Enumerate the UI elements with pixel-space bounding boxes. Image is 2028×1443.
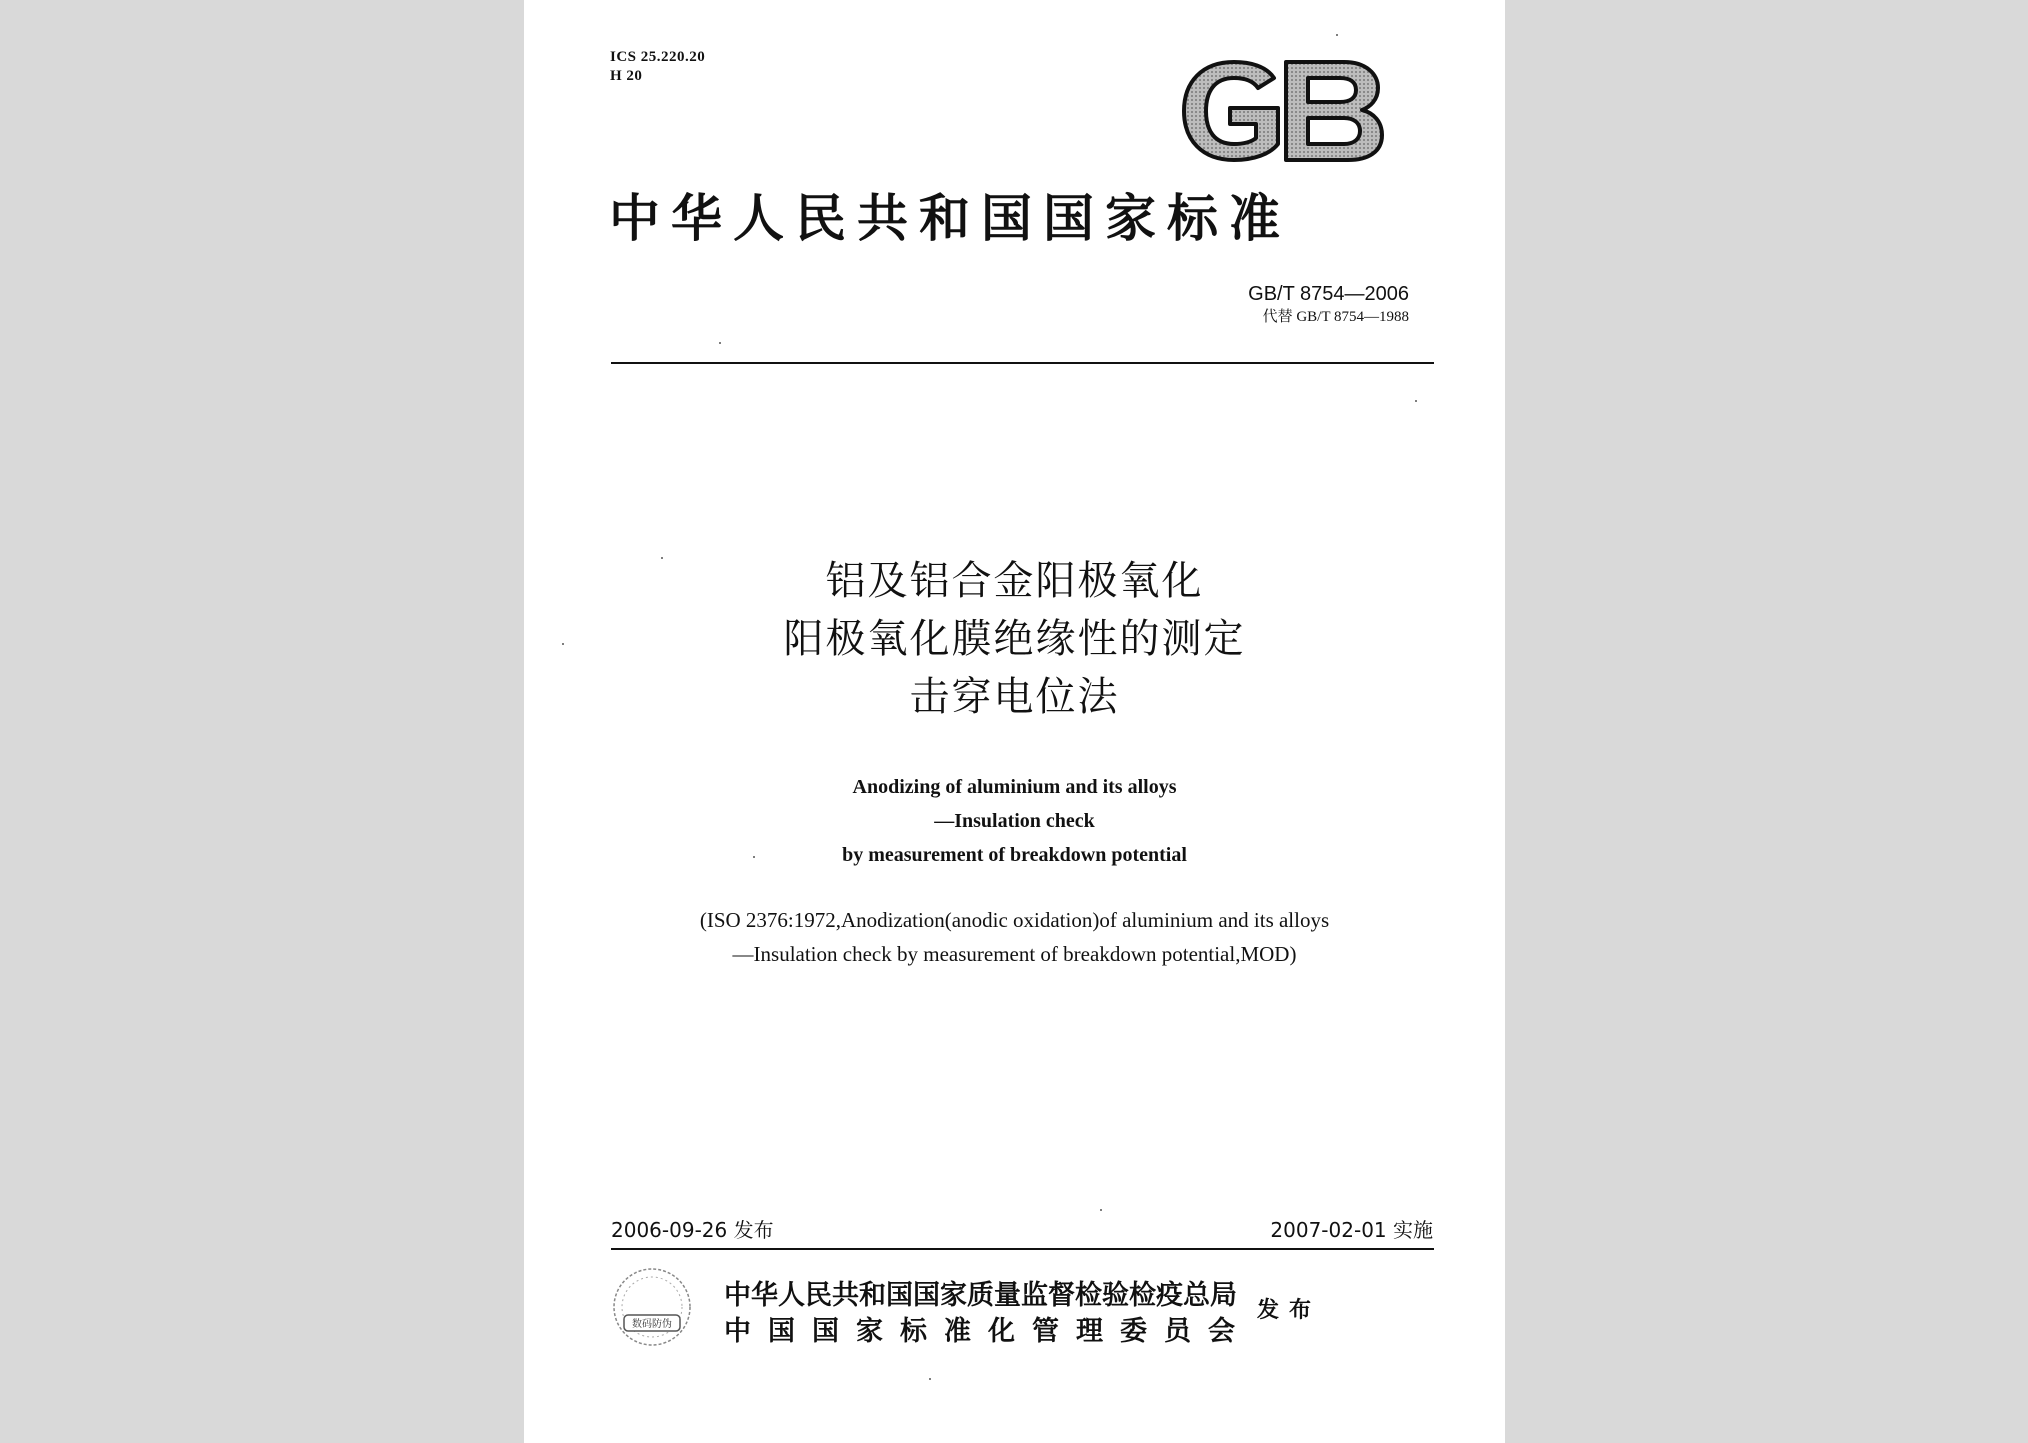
english-title-line: by measurement of breakdown potential (842, 844, 1187, 866)
scan-speck (562, 643, 564, 645)
chinese-title (524, 552, 1505, 726)
english-title (524, 770, 1505, 872)
scan-speck (1100, 1209, 1102, 1211)
english-title-line: —Insulation check (934, 810, 1095, 832)
scan-speck (753, 856, 755, 858)
scan-speck (661, 557, 663, 559)
iso-reference-line: —Insulation check by measurement of breakdown potential,MOD) (732, 942, 1297, 966)
issuer-sac: 中国国家标准化管理委员会 (724, 1316, 1252, 1347)
publish-label: 发布 (1257, 1298, 1322, 1323)
classification-codes (610, 48, 705, 86)
scan-speck (929, 1378, 931, 1380)
chinese-title-line: 击穿电位法 (909, 674, 1120, 720)
document-page (524, 0, 1505, 1443)
footer-divider (611, 1248, 1434, 1250)
gb-logo-icon (1178, 58, 1384, 164)
header-divider (611, 362, 1434, 364)
ics-code: ICS 25.220.20 (610, 49, 706, 65)
scan-speck (1415, 400, 1417, 402)
issuer-aqsiq: 中华人民共和国国家质量监督检验检疫总局 (724, 1280, 1237, 1311)
iso-reference-line: (ISO 2376:1972,Anodization(anodic oxidation)of aluminium and its alloys (699, 908, 1330, 932)
replaced-standard: 代替 GB/T 8754—1988 (1262, 309, 1409, 325)
issuing-authorities (724, 1278, 1252, 1350)
anti-counterfeit-seal-icon (610, 1265, 694, 1349)
national-standard-title: 中华人民共和国国家标准 (609, 190, 1292, 249)
chinese-title-line: 阳极氧化膜绝缘性的测定 (783, 616, 1246, 662)
publish-date: 2006-09-26 发布 (611, 1218, 774, 1242)
scan-speck (1336, 34, 1338, 36)
english-title-line: Anodizing of aluminium and its alloys (852, 776, 1177, 798)
scan-speck (719, 342, 721, 344)
chinese-title-line: 铝及铝合金阳极氧化 (825, 558, 1204, 604)
implementation-date: 2007-02-01 实施 (1270, 1218, 1433, 1242)
standard-number: GB/T 8754—2006 (1248, 283, 1409, 305)
iso-reference (524, 903, 1505, 971)
svg-text:数码防伪: 数码防伪 (632, 1319, 672, 1330)
ccs-code: H 20 (610, 68, 643, 84)
